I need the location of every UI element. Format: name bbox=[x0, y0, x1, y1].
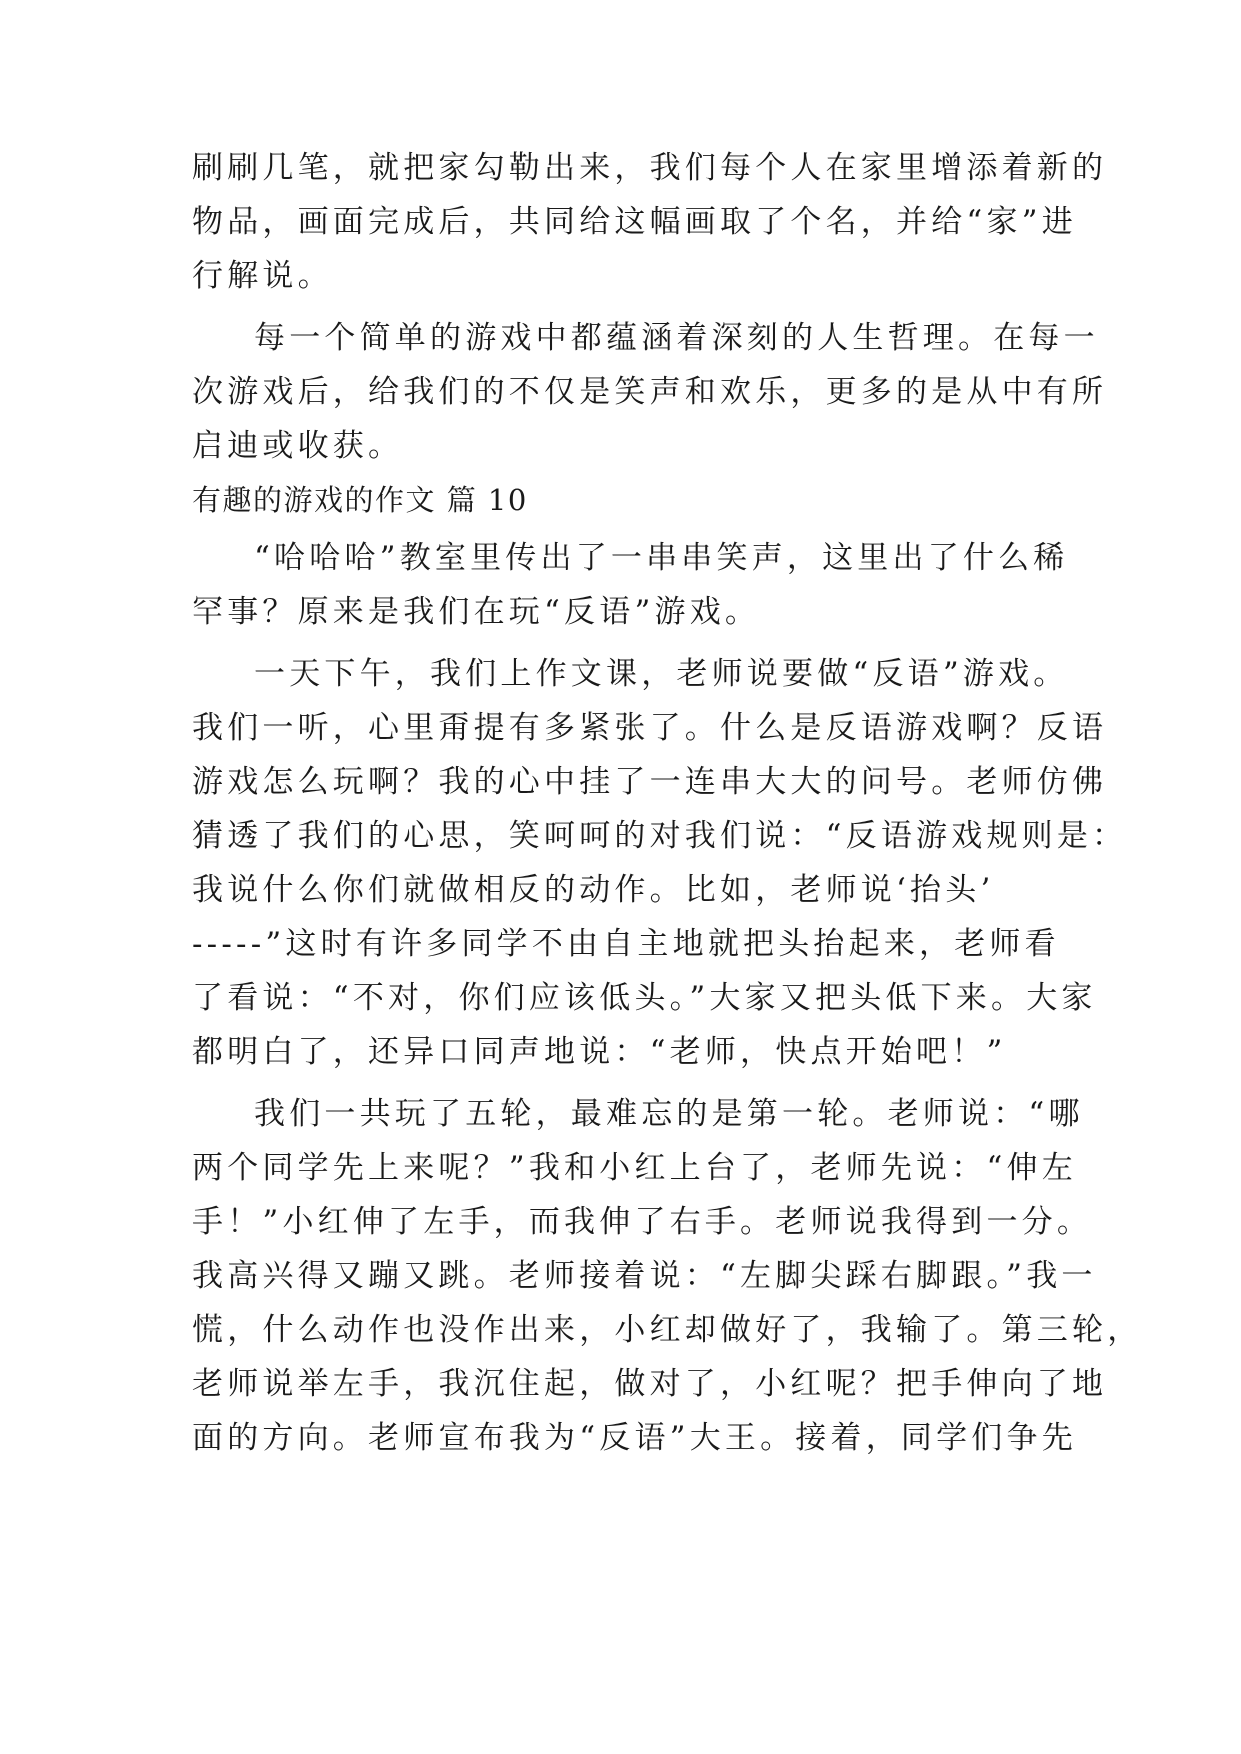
paragraph-line: 刷刷几笔，就把家勾勒出来，我们每个人在家里增添着新的 bbox=[192, 150, 1108, 186]
paragraph-line: 游戏怎么玩啊？我的心中挂了一连串大大的问号。老师仿佛 bbox=[192, 764, 1108, 800]
paragraph-line: 我们一听，心里甭提有多紧张了。什么是反语游戏啊？反语 bbox=[192, 710, 1108, 746]
paragraph-first-line: 一天下午，我们上作文课，老师说要做“反语”游戏。 bbox=[254, 656, 1069, 692]
paragraph-line: 老师说举左手，我沉住起，做对了，小红呢？把手伸向了地 bbox=[192, 1366, 1108, 1402]
paragraph-line: 手！”小红伸了左手，而我伸了右手。老师说我得到一分。 bbox=[192, 1204, 1093, 1240]
paragraph-first-line: 我们一共玩了五轮，最难忘的是第一轮。老师说：“哪 bbox=[254, 1096, 1084, 1132]
section-heading: 有趣的游戏的作文 篇 10 bbox=[192, 483, 528, 517]
paragraph-first-line: 每一个简单的游戏中都蕴涵着深刻的人生哲理。在每一 bbox=[254, 320, 1099, 356]
paragraph-line: 罕事？原来是我们在玩“反语”游戏。 bbox=[192, 594, 761, 630]
paragraph-line: 我高兴得又蹦又跳。老师接着说：“左脚尖踩右脚跟。”我一 bbox=[192, 1258, 1097, 1294]
paragraph-line: 了看说：“不对，你们应该低头。”大家又把头低下来。大家 bbox=[192, 980, 1097, 1016]
paragraph-line: 行解说。 bbox=[192, 258, 333, 294]
paragraph-first-line: “哈哈哈”教室里传出了一串串笑声，这里出了什么稀 bbox=[254, 540, 1069, 576]
paragraph-line: 都明白了，还异口同声地说：“老师，快点开始吧！” bbox=[192, 1034, 1007, 1070]
paragraph-line: -----”这时有许多同学不由自主地就把头抬起来，老师看 bbox=[192, 926, 1060, 962]
paragraph-line: 猜透了我们的心思，笑呵呵的对我们说：“反语游戏规则是： bbox=[192, 818, 1128, 854]
paragraph-line: 我说什么你们就做相反的动作。比如，老师说‘抬头’ bbox=[192, 872, 995, 908]
paragraph-line: 物品，画面完成后，共同给这幅画取了个名，并给“家”进 bbox=[192, 204, 1077, 240]
paragraph-line: 面的方向。老师宣布我为“反语”大王。接着，同学们争先 bbox=[192, 1420, 1077, 1456]
paragraph-line: 启迪或收获。 bbox=[192, 428, 404, 464]
paragraph-line: 两个同学先上来呢？”我和小红上台了，老师先说：“伸左 bbox=[192, 1150, 1077, 1186]
paragraph-line: 慌，什么动作也没作出来，小红却做好了，我输了。第三轮， bbox=[192, 1312, 1143, 1348]
paragraph-line: 次游戏后，给我们的不仅是笑声和欢乐，更多的是从中有所 bbox=[192, 374, 1108, 410]
